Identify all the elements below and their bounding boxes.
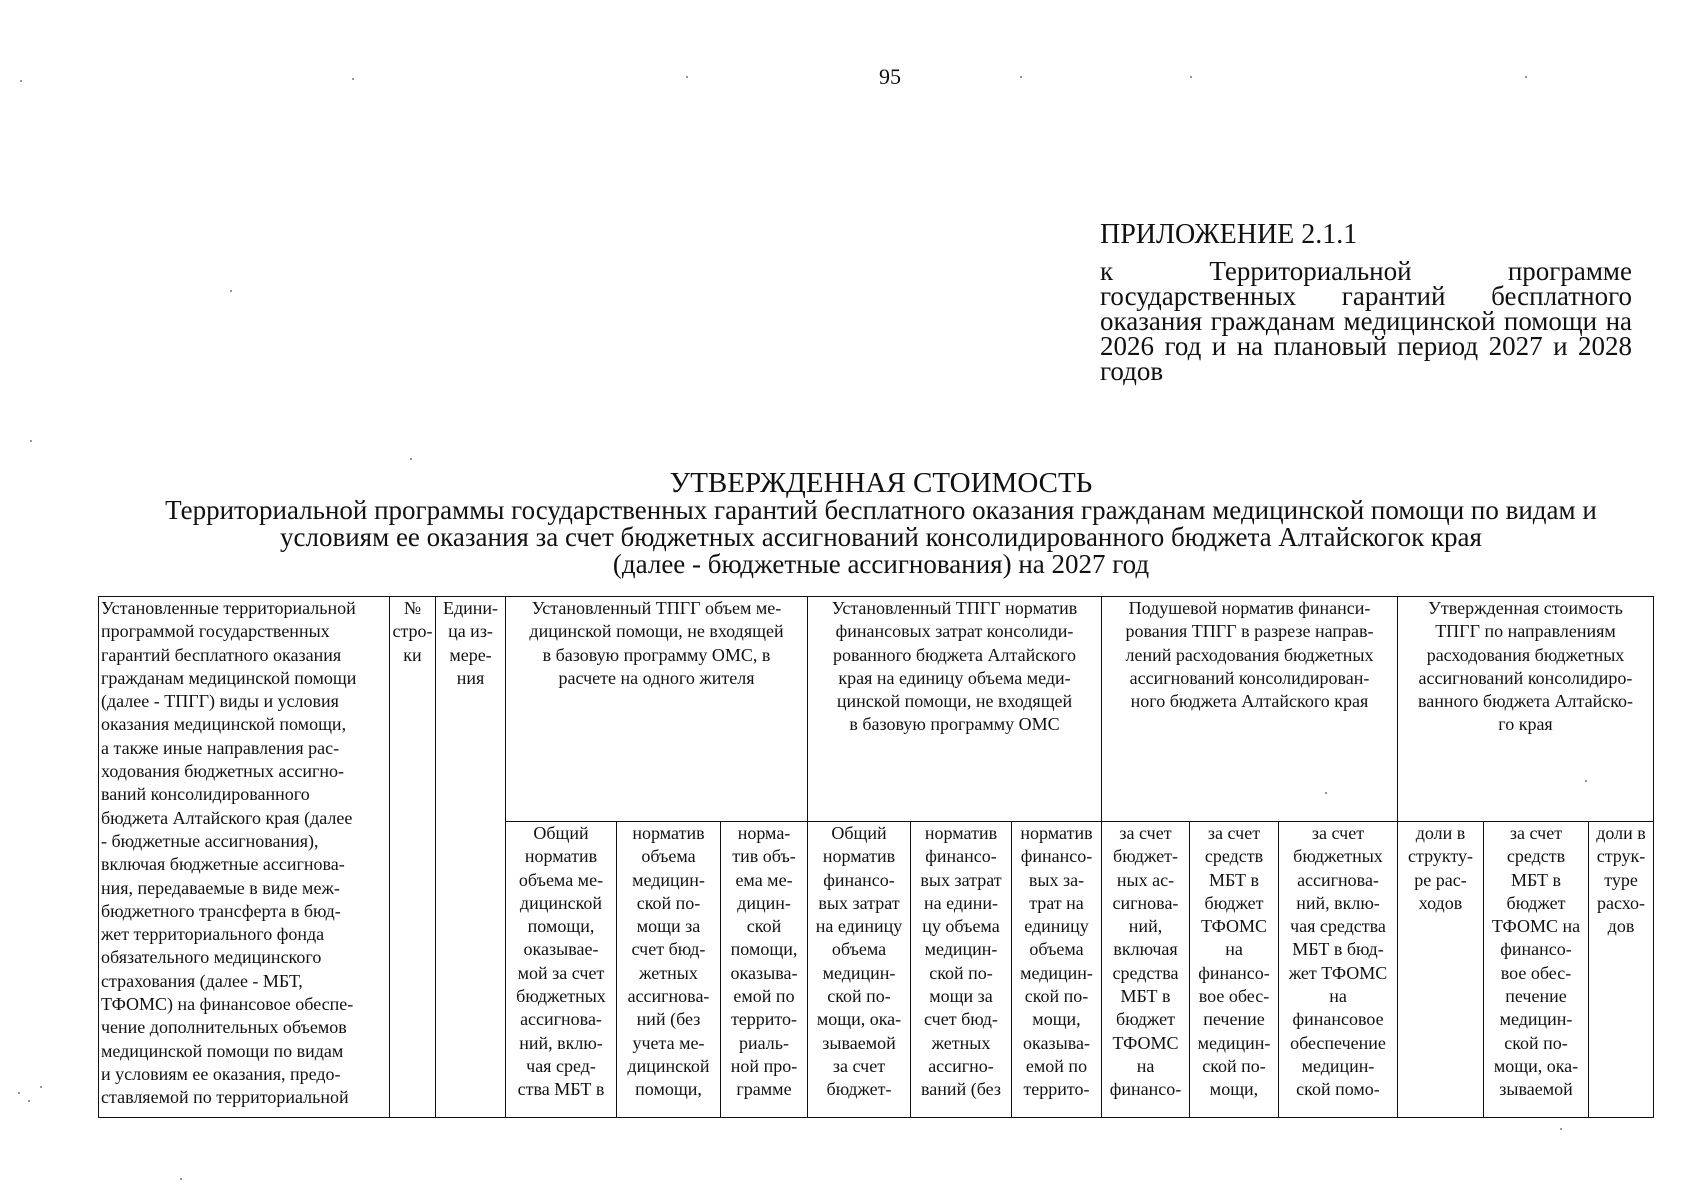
- subheader-cell: Общий норматив финансо- вых затрат на единицу объема медицин- ской по- мощи, ока- зываемой за счет бюджет-: [808, 822, 911, 1118]
- header-row-number: № стро- ки: [390, 597, 436, 1118]
- appendix-text: к Территориальной программе государственных гарантий бесплатного оказания гражданам медицинской помощи на 2026 год и на плановый период 2027 и 2028 годов: [1100, 256, 1632, 386]
- appendix-block: [1100, 219, 1632, 386]
- subheader-cell: норма- тив объ- ема ме- дицин- ской помощи, оказыва- емой по террито- риаль- ной про- грамме: [721, 822, 808, 1118]
- header-per-capita-group: Подушевой норматив финанси- рования ТПГГ в разрезе направ- лений расходования бюджетных ассигнований консолидирован- ного бюджета Алтайского края: [1102, 597, 1398, 822]
- page-number: 95: [879, 64, 901, 89]
- subheader-cell: доли в струк- туре расхо- дов: [1589, 822, 1654, 1118]
- subheader-cell: за счет бюджетных ассигнова- ний, вклю- чая средства МБТ в бюд- жет ТФОМС на финансовое обеспечение медицин- ской помо-: [1279, 822, 1398, 1118]
- subheader-cell: за счет средств МБТ в бюджет ТФОМС на финансо- вое обес- печение медицин- ской по- мощи,: [1190, 822, 1279, 1118]
- subheader-cell: норматив финансо- вых затрат на едини- цу объема медицин- ской по- мощи за счет бюд- жетных ассигно- ваний (без: [911, 822, 1012, 1118]
- header-service-types: Установленные территориальной программой государственных гарантий бесплатного оказания гражданам медицинской помощи (далее - ТПГГ) виды и условия оказания медицинской помощи, а также иные направления рас- ходования бюджетных ассигно- ваний консолидированного бюджета Алтайского края (далее - бюджетные ассигнования), включая бюджетные ассигнова- ния, передаваемые в виде меж- бюджетного трансферта в бюд- жет территориального фонда обязательного медицинского страхования (далее - МБТ, ТФОМС) на финансовое обеспе- чение дополнительных объемов медицинской помощи по видам и условиям ее оказания, предо- ставляемой по территориальной: [99, 597, 390, 1118]
- subheader-cell: норматив финансо- вых за- трат на единицу объема медицин- ской по- мощи, оказыва- емой по террито-: [1012, 822, 1102, 1118]
- subheader-cell: Общий норматив объема ме- дицинской помощи, оказывае- мой за счет бюджетных ассигнова- ний, вклю- чая сред- ства МБТ в: [506, 822, 617, 1118]
- header-volume-group: Установленный ТПГГ объем ме- дицинской помощи, не входящей в базовую программу ОМС, в расчете на одного жителя: [506, 597, 808, 822]
- header-unit: Едини- ца из- мере- ния: [436, 597, 506, 1118]
- cost-table: [98, 596, 1654, 1118]
- header-approved-cost-group: Утвержденная стоимость ТПГГ по направлениям расходования бюджетных ассигнований консолидиро- ванного бюджета Алтайско- го края: [1398, 597, 1654, 822]
- subheader-cell: за счет средств МБТ в бюджет ТФОМС на финансо- вое обес- печение медицин- ской по- мощи, ока- зываемой: [1484, 822, 1589, 1118]
- subheader-cell: доли в структу- ре рас- ходов: [1398, 822, 1484, 1118]
- document-title-sub: Территориальной программы государственных гарантий бесплатного оказания гражданам медицинской помощи по видам и условиям ее оказания за счет бюджетных ассигнований консолидированного бюджета Алтайскогок края (далее - бюджетные ассигнования) на 2027 год: [165, 495, 1597, 579]
- document-title: [0, 467, 1696, 579]
- appendix-title: ПРИЛОЖЕНИЕ 2.1.1: [1100, 219, 1358, 250]
- document-title-main: УТВЕРЖДЕННАЯ СТОИМОСТЬ: [669, 467, 1093, 499]
- subheader-cell: норматив объема медицин- ской по- мощи за счет бюд- жетных ассигнова- ний (без учета ме- дицинской помощи,: [617, 822, 721, 1118]
- subheader-cell: за счет бюджет- ных ас- сигнова- ний, включая средства МБТ в бюджет ТФОМС на финансо-: [1102, 822, 1190, 1118]
- header-cost-norm-group: Установленный ТПГГ норматив финансовых затрат консолиди- рованного бюджета Алтайского края на единицу объема меди- цинской помощи, не входящей в базовую программу ОМС: [808, 597, 1102, 822]
